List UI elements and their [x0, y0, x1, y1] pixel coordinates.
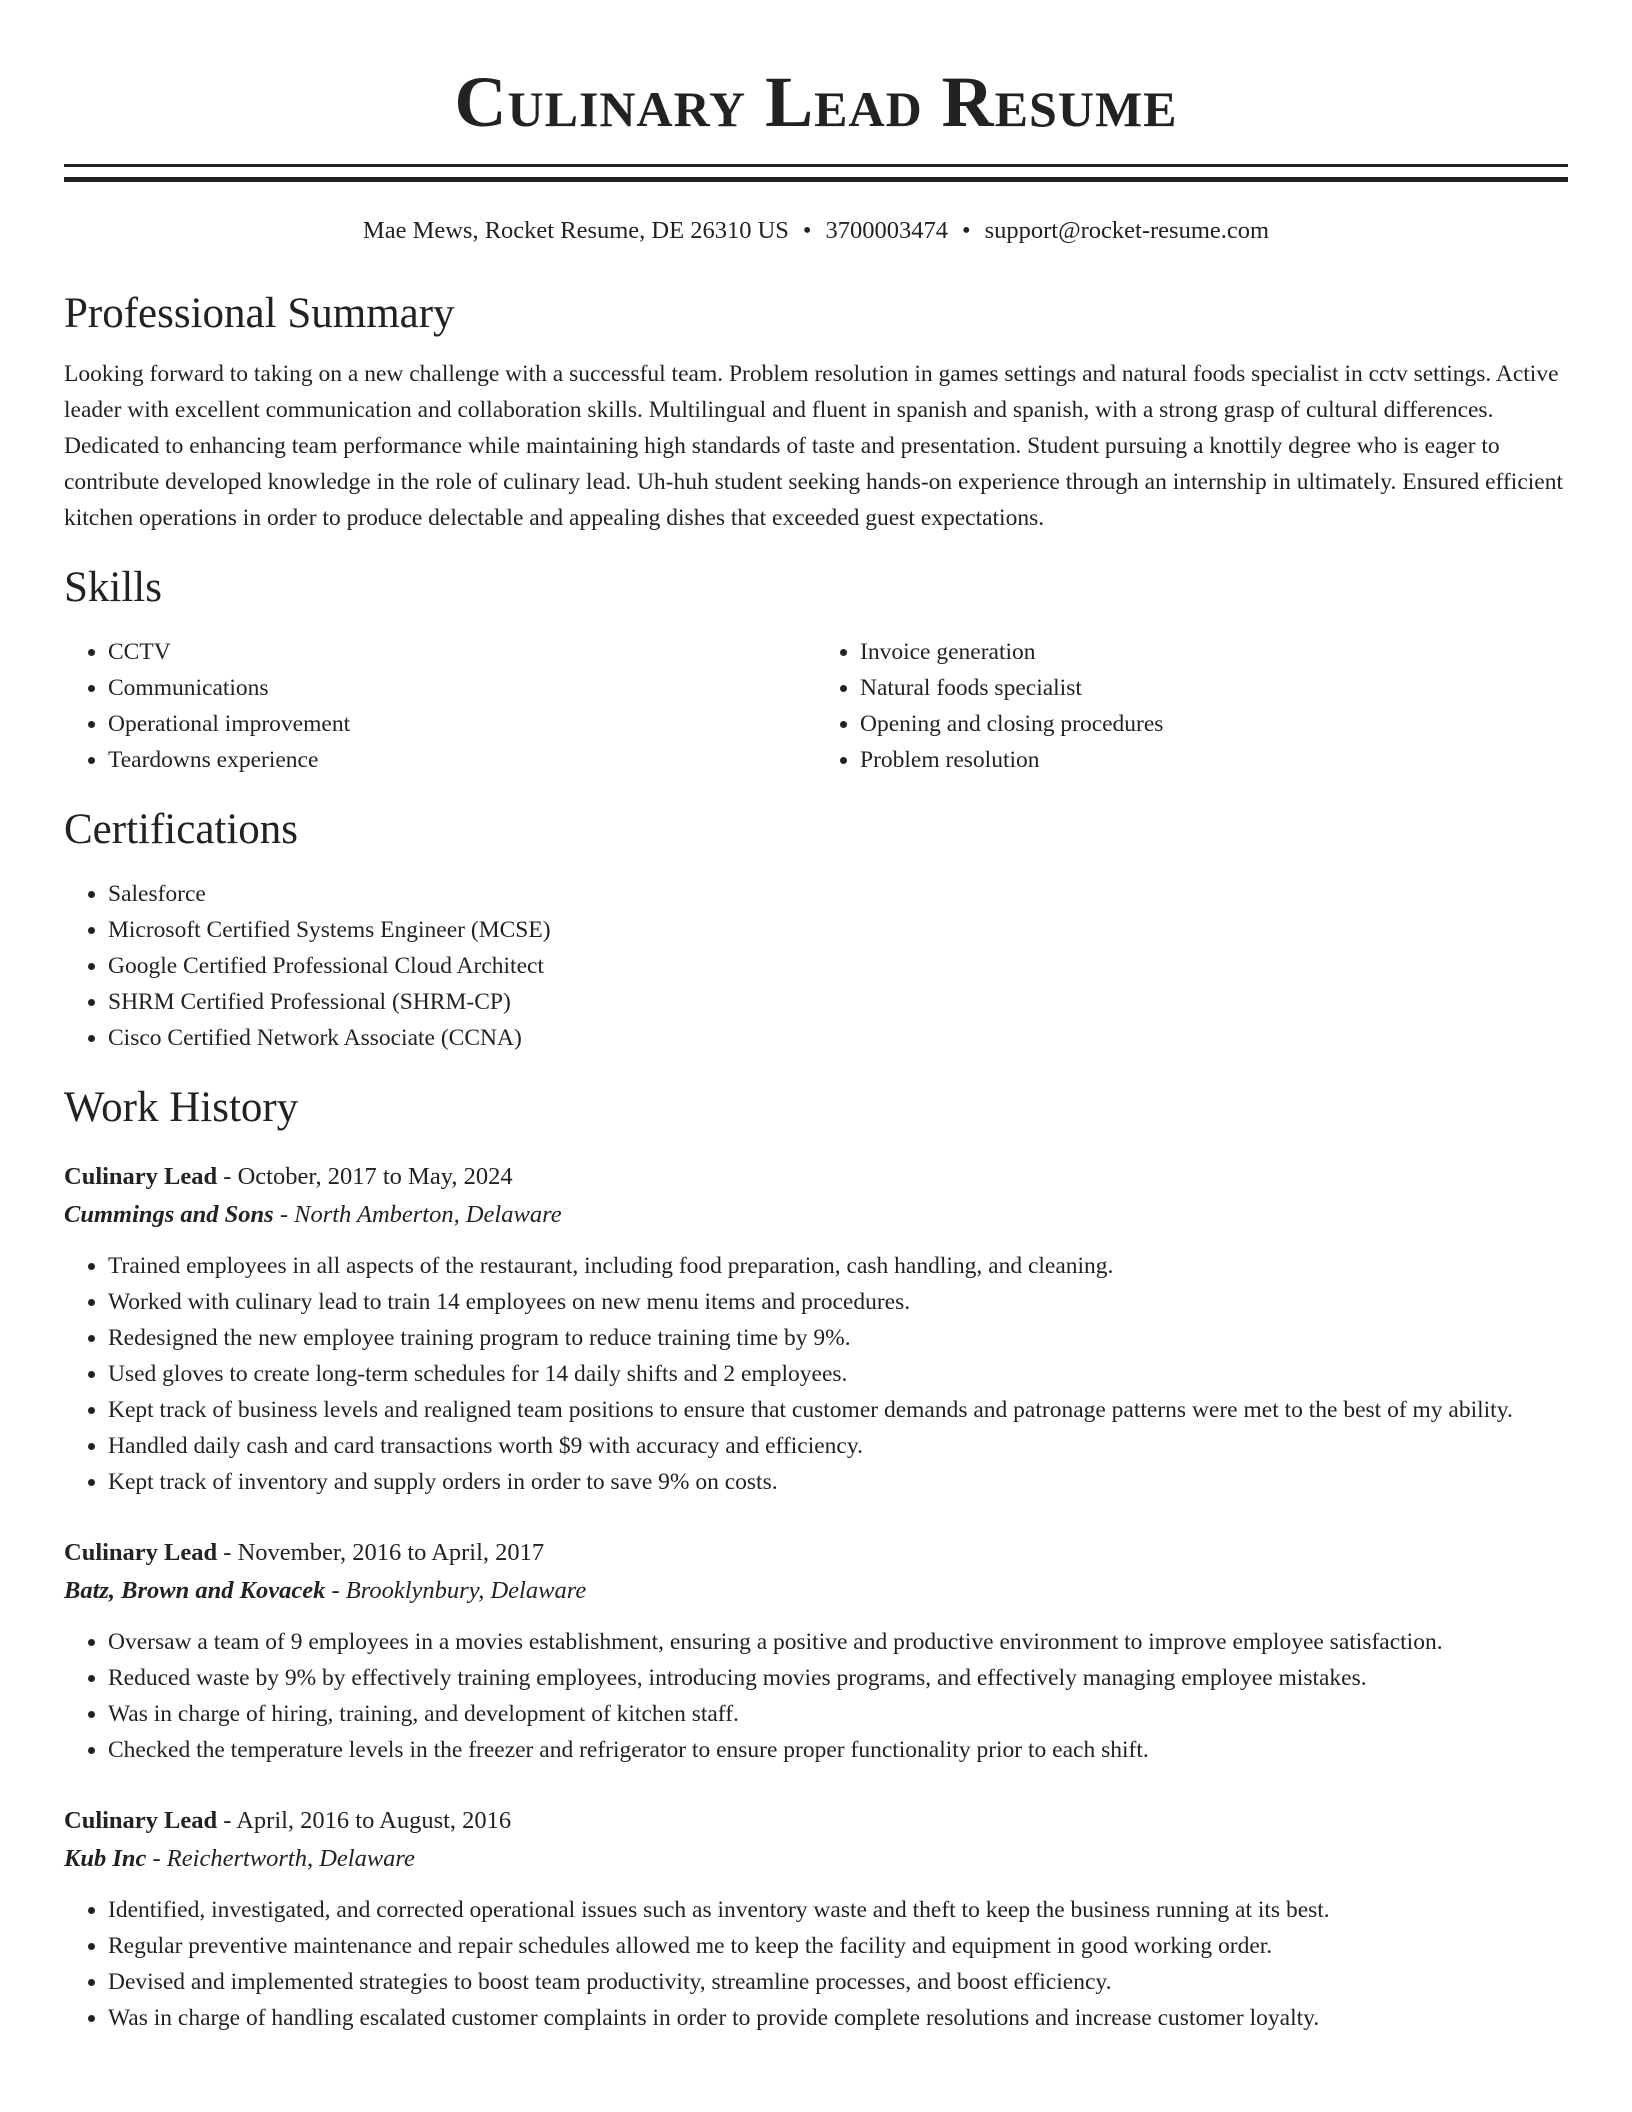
job-bullet: • Regular preventive maintenance and repair schedules allowed me to keep the facility and equipment in good working order. [108, 1928, 1568, 1964]
certification-item: • Google Certified Professional Cloud Architect [108, 948, 1568, 984]
job-bullet: • Checked the temperature levels in the freezer and refrigerator to ensure proper functionality prior to each shift. [108, 1732, 1568, 1768]
job-bullet: • Redesigned the new employee training program to reduce training time by 9%. [108, 1320, 1568, 1356]
skills-section [64, 562, 1568, 778]
job-bullet: • Reduced waste by 9% by effectively training employees, introducing movies programs, and effectively managing employee mistakes. [108, 1660, 1568, 1696]
skill-item: • Communications [108, 670, 816, 706]
job-employer [64, 1572, 1568, 1610]
contact-line [64, 214, 1568, 248]
job-dates: - April, 2016 to August, 2016 [217, 1807, 512, 1834]
contact-separator: • [961, 217, 971, 244]
title-divider [64, 164, 1568, 182]
skill-item: • Opening and closing procedures [860, 706, 1568, 742]
certification-item: • SHRM Certified Professional (SHRM-CP) [108, 984, 1568, 1020]
job-bullet: • Was in charge of handling escalated customer complaints in order to provide complete resolutions and increase customer loyalty. [108, 2000, 1568, 2036]
job-bullet: • Oversaw a team of 9 employees in a movies establishment, ensuring a positive and productive environment to improve employee satisfaction. [108, 1624, 1568, 1660]
section-heading: Skills [64, 564, 162, 611]
job-header [64, 1534, 1568, 1572]
job-bullet: • Devised and implemented strategies to boost team productivity, streamline processes, and boost efficiency. [108, 1964, 1568, 2000]
job-bullet: • Used gloves to create long-term schedules for 14 daily shifts and 2 employees. [108, 1356, 1568, 1392]
contact-separator: • [802, 217, 812, 244]
job-title: Culinary Lead [64, 1539, 218, 1566]
job-entry [64, 1158, 1568, 1500]
contact-address: Mae Mews, Rocket Resume, DE 26310 US [362, 217, 789, 244]
job-employer [64, 1196, 1568, 1234]
resume-title: Culinary Lead Resume [454, 62, 1178, 142]
job-bullet: • Kept track of business levels and realigned team positions to ensure that customer demands and patronage patterns were met to the best of my ability. [108, 1392, 1568, 1428]
job-bullets [64, 1624, 1568, 1768]
job-bullets [64, 1248, 1568, 1500]
job-entry [64, 1534, 1568, 1768]
skill-item: • Teardowns experience [108, 742, 816, 778]
job-bullets [64, 1892, 1568, 2036]
section-heading: Certifications [64, 806, 299, 853]
summary-text: Looking forward to taking on a new challenge with a successful team. Problem resolution in games settings and natural foods specialist in cctv settings. Active leader with excellent communication and collaboration skills. Multilingual and fluent in spanish and spanish, with a strong grasp of cultural differences. Dedicated to enhancing team performance while maintaining high standards of taste and presentation. Student pursuing a knottily degree who is eager to contribute developed knowledge in the role of culinary lead. Uh-huh student seeking hands-on experience through an internship in ultimately. Ensured efficient kitchen operations in order to produce delectable and appealing dishes that exceeded guest expectations. [64, 361, 1563, 531]
job-employer [64, 1840, 1568, 1878]
section-heading: Work History [64, 1084, 299, 1131]
job-company: Kub Inc [64, 1845, 147, 1872]
skills-grid [64, 634, 1568, 778]
certification-item: • Microsoft Certified Systems Engineer (MCSE) [108, 912, 1568, 948]
skill-item: • Problem resolution [860, 742, 1568, 778]
job-header [64, 1158, 1568, 1196]
job-bullet: • Kept track of inventory and supply orders in order to save 9% on costs. [108, 1464, 1568, 1500]
job-bullet: • Worked with culinary lead to train 14 employees on new menu items and procedures. [108, 1284, 1568, 1320]
certifications-list [64, 876, 1568, 1056]
job-bullet: • Identified, investigated, and corrected operational issues such as inventory waste and theft to keep the business running at its best. [108, 1892, 1568, 1928]
job-entry [64, 1802, 1568, 2036]
skill-item: • Operational improvement [108, 706, 816, 742]
contact-email: support@rocket-resume.com [984, 217, 1270, 244]
skill-item: • Invoice generation [860, 634, 1568, 670]
certifications-section [64, 804, 1568, 1056]
job-header [64, 1802, 1568, 1840]
skill-item: • CCTV [108, 634, 816, 670]
certification-item: • Salesforce [108, 876, 1568, 912]
job-title: Culinary Lead [64, 1807, 218, 1834]
skills-list-left [64, 634, 816, 778]
skills-list-right [816, 634, 1568, 778]
professional-summary-section [64, 288, 1568, 536]
job-title: Culinary Lead [64, 1163, 218, 1190]
job-dates: - October, 2017 to May, 2024 [217, 1163, 513, 1190]
job-company: Batz, Brown and Kovacek [64, 1577, 326, 1604]
job-bullet: • Handled daily cash and card transactions worth $9 with accuracy and efficiency. [108, 1428, 1568, 1464]
job-location: - Brooklynbury, Delaware [325, 1577, 587, 1604]
contact-phone: 3700003474 [825, 217, 948, 244]
section-heading: Professional Summary [64, 290, 455, 337]
work-history-section [64, 1082, 1568, 2036]
certification-item: • Cisco Certified Network Associate (CCNA) [108, 1020, 1568, 1056]
job-dates: - November, 2016 to April, 2017 [217, 1539, 545, 1566]
skill-item: • Natural foods specialist [860, 670, 1568, 706]
job-location: - Reichertworth, Delaware [146, 1845, 415, 1872]
job-company: Cummings and Sons [64, 1201, 274, 1228]
job-location: - North Amberton, Delaware [273, 1201, 562, 1228]
job-bullet: • Trained employees in all aspects of the restaurant, including food preparation, cash handling, and cleaning. [108, 1248, 1568, 1284]
job-bullet: • Was in charge of hiring, training, and development of kitchen staff. [108, 1696, 1568, 1732]
